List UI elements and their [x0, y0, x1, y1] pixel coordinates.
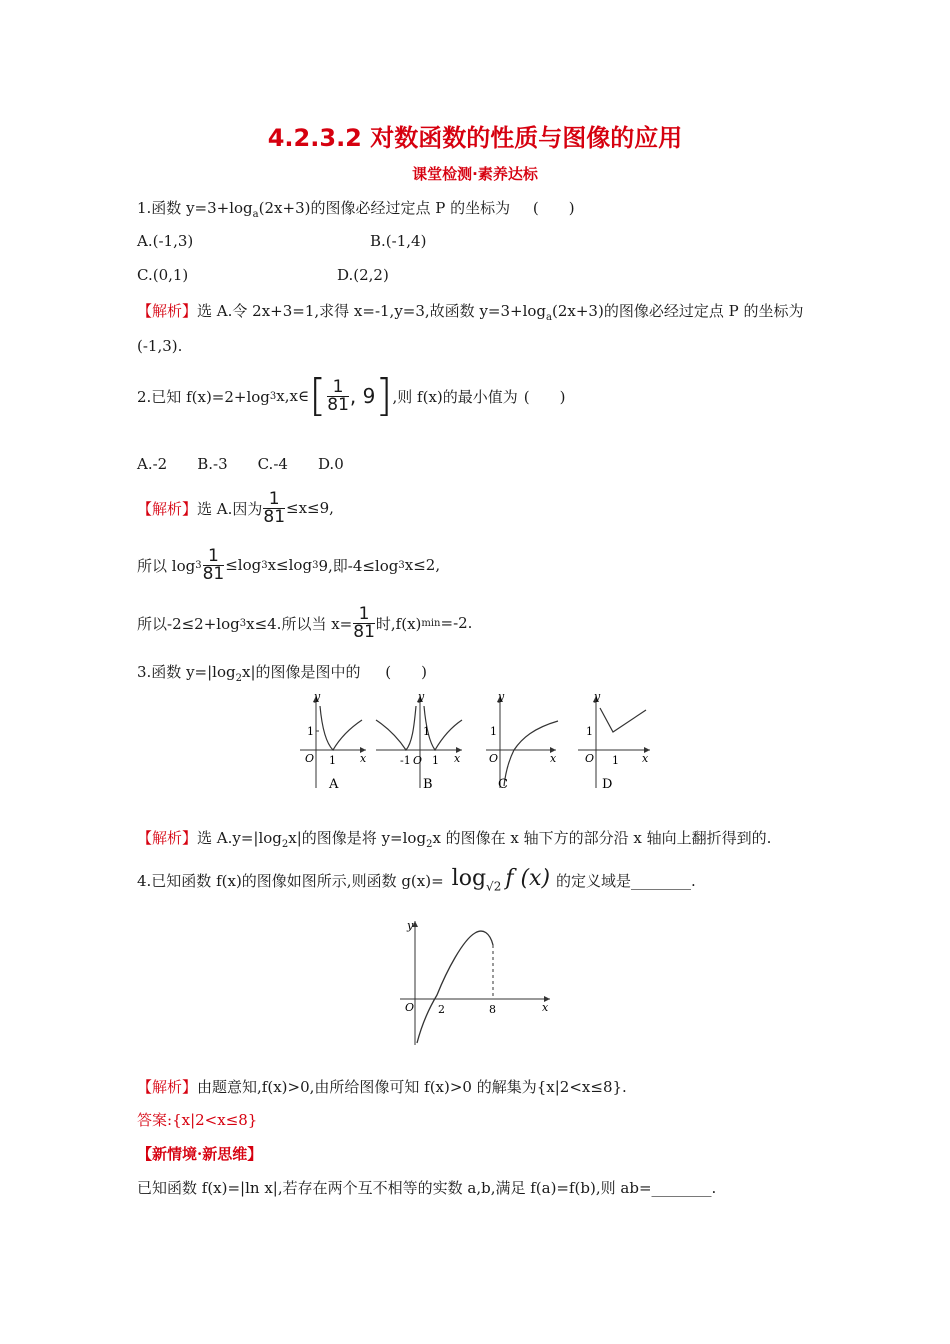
- q1-option-b: B.(-1,4): [370, 232, 427, 250]
- graph-b-x-label: x: [454, 752, 461, 765]
- q1-analysis: 【解析】选 A.令 2x+3=1,求得 x=-1,y=3,故函数 $y=3+\log_a(2x+3)$的图像必经过定点 P 的坐标为: [137, 302, 804, 323]
- graph-d: [578, 690, 650, 792]
- interval-left-bracket: [: [309, 370, 327, 421]
- graph-b-tick-neg1: -1: [400, 754, 411, 767]
- graph-a-ytick-1: 1: [307, 725, 314, 738]
- q4-formula: $\log_{√2} f$ (x): [451, 866, 551, 894]
- interval-fraction: $\frac{1}{81}$: [327, 376, 349, 415]
- graph-a-tick-1: 1: [329, 754, 336, 767]
- graph-a-origin: O: [305, 752, 315, 765]
- q1-option-d: D.(2,2): [337, 266, 389, 284]
- q1-option-c: C.(0,1): [137, 266, 189, 284]
- graph-c-x-label: x: [550, 752, 557, 765]
- graph-a-label: A: [329, 777, 339, 792]
- q4-stem: 4.已知函数 f(x)的图像如图所示,则函数 g(x)= $\log_{√2} f$ (x) 的定义域是________.: [137, 866, 696, 894]
- page-title: 4.2.3.2 对数函数的性质与图像的应用: [267, 124, 683, 152]
- graph-a-x-label: x: [360, 752, 367, 765]
- graph-d-x-label: x: [642, 752, 649, 765]
- new-section-tag: 【新情境·新思维】: [137, 1145, 263, 1163]
- graph-c-label: C: [498, 777, 508, 792]
- q4-function-graph: [395, 915, 560, 1050]
- q2-stem: 2.已知 f(x)=2+log 3 x,x∈ [ $\frac{1}{81}$ , 9 ] ,则 f(x)的最小值为 ( ): [137, 370, 566, 421]
- graph-b-origin: O: [413, 754, 423, 767]
- page-subtitle: 课堂检测·素养达标: [412, 165, 538, 183]
- graph-c: [486, 690, 558, 792]
- q4-analysis: 【解析】由题意知,f(x)>0,由所给图像可知 f(x)>0 的解集为{x|2<x≤8}.: [137, 1078, 627, 1096]
- graph-c-origin: O: [489, 752, 499, 765]
- graph-a-y-label: y: [314, 690, 321, 703]
- q4-y-label: y: [407, 919, 414, 932]
- interval-right-bracket: ]: [375, 370, 393, 421]
- graph-c-ytick-1: 1: [490, 725, 497, 738]
- q2-analysis-line2: 所以 log 3 $\frac{1}{81}$ ≤log 3 x≤log 3 9,即-4≤log 3 x≤2,: [137, 545, 441, 584]
- new-section-question: 已知函数 f(x)=|ln x|,若存在两个互不相等的实数 a,b,满足 f(a)=f(b),则 ab=________.: [137, 1179, 717, 1197]
- q4-tick-2: 2: [438, 1003, 445, 1016]
- q1-stem: 1.函数 $y=3+\log_a(2x+3)$的图像必经过定点 P 的坐标为 ( ): [137, 199, 575, 220]
- graph-b-label: B: [423, 777, 433, 792]
- q3-graphs-figure: [290, 688, 660, 798]
- graph-d-tick-1: 1: [612, 754, 619, 767]
- graph-d-origin: O: [585, 752, 595, 765]
- graph-c-y-label: y: [498, 690, 505, 703]
- graph-b-tick-1: 1: [432, 754, 439, 767]
- q4-origin: O: [405, 1001, 415, 1014]
- q4-x-label: x: [542, 1001, 549, 1014]
- q2-analysis-line1: 【解析】 选 A.因为 $\frac{1}{81}$ ≤x≤9,: [137, 488, 334, 527]
- graph-d-ytick-1: 1: [586, 725, 593, 738]
- q3-stem: 3.函数 $y=|\log_2x|$的图像是图中的 ( ): [137, 663, 427, 684]
- q2-analysis-line3: 所以-2≤2+log 3 x≤4.所以当 x= $\frac{1}{81}$ 时,f(x) min =-2.: [137, 603, 473, 642]
- graph-d-label: D: [602, 777, 613, 792]
- q4-tick-8: 8: [489, 1003, 496, 1016]
- graph-b-y-label: y: [418, 690, 425, 703]
- q1-analysis-cont: (-1,3).: [137, 337, 183, 355]
- q4-answer: 答案:{x|2<x≤8}: [137, 1111, 258, 1129]
- graph-a: [300, 690, 367, 792]
- graph-d-y-label: y: [594, 690, 601, 703]
- graph-b: [376, 690, 462, 792]
- q2-options: A.-2 B.-3 C.-4 D.0: [137, 455, 344, 473]
- graph-b-ytick-1: 1: [423, 725, 430, 738]
- q3-analysis: 【解析】选 $A.y=|\log_2x|$的图像是将 $y=\log_2x$ 的图像在 x 轴下方的部分沿 x 轴向上翻折得到的.: [137, 829, 772, 850]
- q1-option-a: A.(-1,3): [137, 232, 194, 250]
